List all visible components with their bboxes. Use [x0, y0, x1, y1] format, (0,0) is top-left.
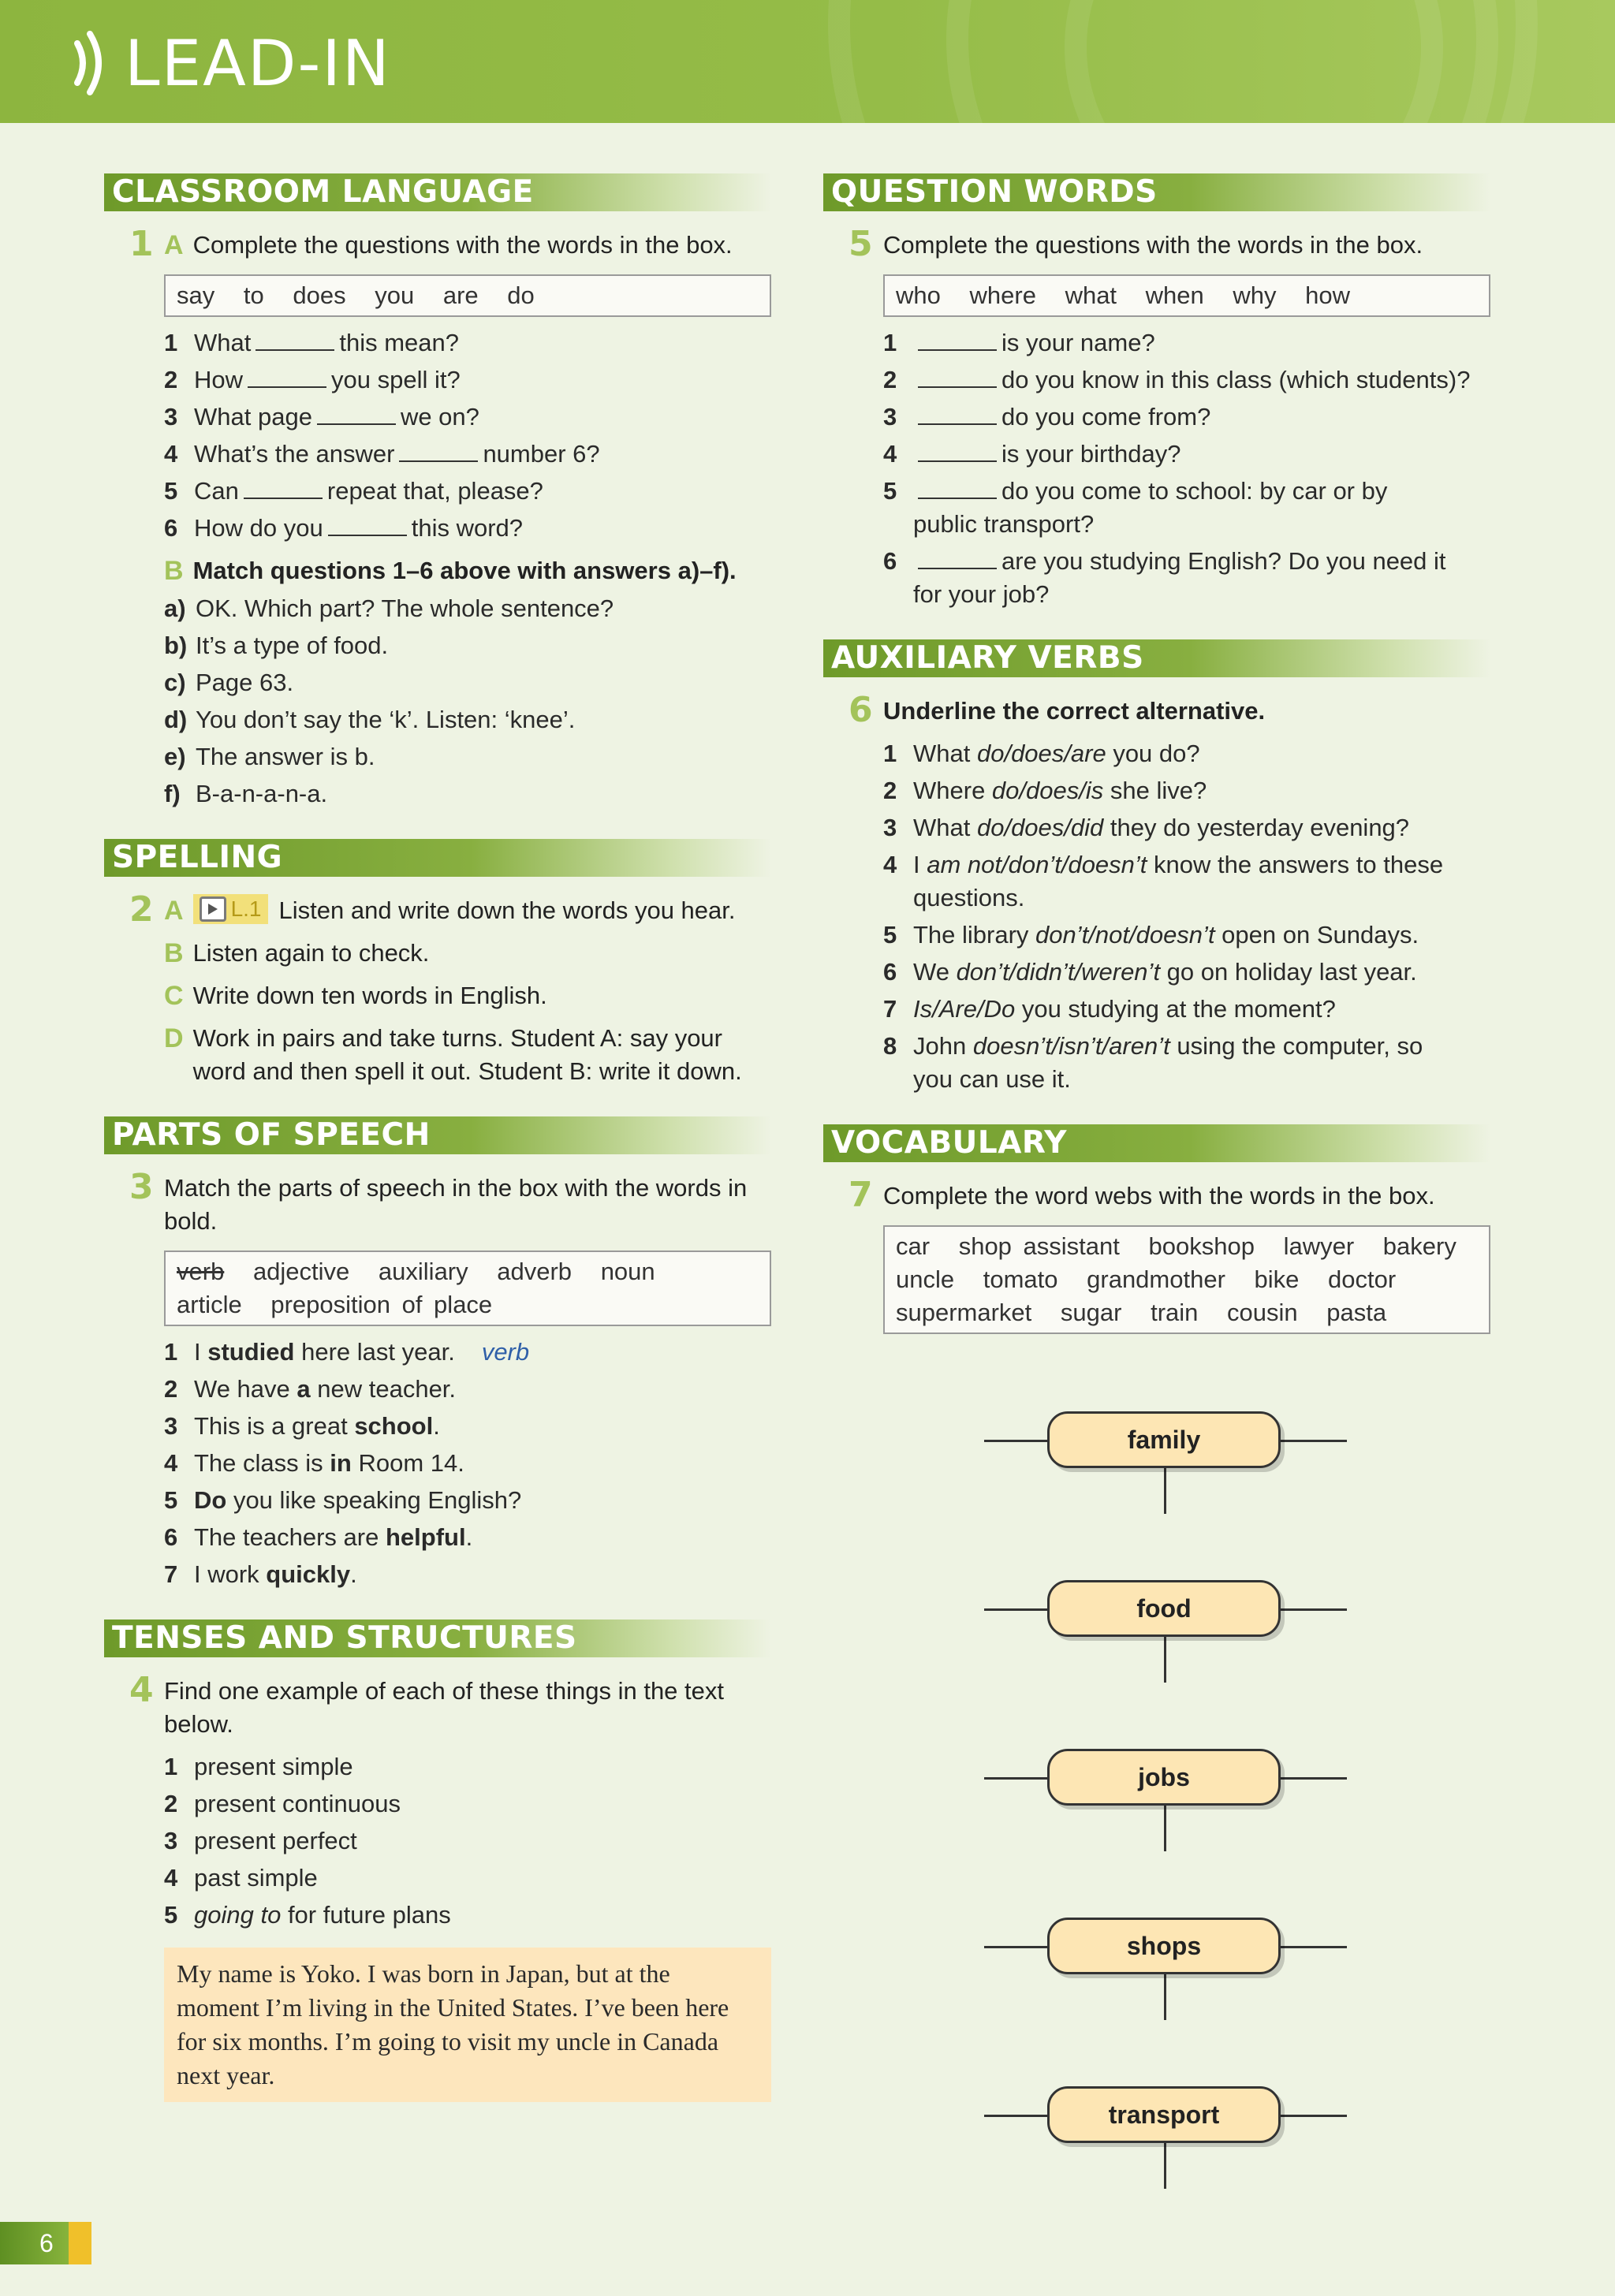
exercise-letter: B	[164, 556, 184, 586]
alternatives[interactable]: do/does/did	[976, 814, 1104, 841]
list-item: 5 do you come to school: by car or by public transport?	[883, 477, 1388, 538]
instruction-text: Underline the correct alternative.	[883, 697, 1266, 725]
instruction-text: Complete the questions with the words in the box.	[192, 231, 733, 259]
list-item: f) B-a-n-a-n-a.	[164, 780, 328, 807]
exercise-letter: A	[164, 230, 184, 260]
web-label: food	[1047, 1580, 1281, 1637]
play-icon	[200, 896, 226, 922]
list-item: 6 We don’t/didn’t/weren’t go on holiday last year.	[883, 958, 1417, 986]
section-vocabulary	[823, 1124, 1490, 1334]
box-word: what	[1065, 281, 1117, 309]
list-item: a) OK. Which part? The whole sentence?	[164, 594, 614, 622]
list-item: 3 present perfect	[164, 1827, 357, 1854]
section-tenses-and-structures	[104, 1620, 771, 2102]
box-word: say	[177, 281, 215, 309]
list-item: 3 This is a great school.	[164, 1412, 440, 1440]
list-item: 2 We have a new teacher.	[164, 1375, 457, 1403]
answer-list	[104, 592, 771, 811]
box-word: lawyer	[1283, 1232, 1355, 1260]
sound-waves-icon	[71, 28, 107, 99]
box-word: bookshop	[1148, 1232, 1255, 1260]
exercise-number: 4	[129, 1670, 154, 1710]
box-word: how	[1305, 281, 1351, 309]
answer-blank[interactable]	[918, 401, 997, 425]
box-word: noun	[600, 1258, 655, 1285]
list-item: 5 The library don’t/not/doesn’t open on Sundays.	[883, 921, 1419, 949]
box-word: where	[969, 281, 1036, 309]
question-list	[823, 326, 1490, 611]
instruction-text: Match questions 1–6 above with answers a)–f).	[192, 557, 737, 584]
left-column	[104, 173, 771, 2134]
list-item: 5 Can repeat that, please?	[164, 477, 543, 505]
web-label: shops	[1047, 1918, 1281, 1974]
box-word: bike	[1254, 1265, 1300, 1293]
page-title: LEAD-IN	[125, 26, 391, 100]
exercise-2c-instruction	[104, 979, 771, 1012]
answer-blank[interactable]	[918, 364, 997, 388]
answer-blank[interactable]	[248, 364, 326, 388]
section-heading: AUXILIARY VERBS	[823, 639, 1490, 677]
exercise-4-instruction	[104, 1670, 771, 1741]
word-box	[164, 274, 771, 317]
web-label: jobs	[1047, 1749, 1281, 1806]
instruction-text: Work in pairs and take turns. Student A: say your word and then spell it out. Student B: write it down.	[192, 1024, 742, 1085]
answer-blank[interactable]	[328, 512, 407, 536]
instruction-text: Listen and write down the words you hear.	[278, 896, 736, 924]
section-heading: CLASSROOM LANGUAGE	[104, 173, 771, 211]
list-item: 3 What page we on?	[164, 403, 479, 430]
box-word: article	[177, 1291, 242, 1318]
section-heading: QUESTION WORDS	[823, 173, 1490, 211]
page-number: 6	[0, 2222, 91, 2264]
list-item: 7 Is/Are/Do you studying at the moment?	[883, 995, 1336, 1023]
exercise-3-instruction	[104, 1167, 771, 1238]
box-word: sugar	[1060, 1299, 1122, 1326]
list-item: 2 Where do/does/is she live?	[883, 777, 1207, 804]
list-item: 1 is your name?	[883, 329, 1155, 356]
section-parts-of-speech	[104, 1116, 771, 1591]
exercise-7-instruction	[823, 1175, 1490, 1215]
box-word: are	[442, 281, 479, 309]
exercise-1a-instruction	[104, 224, 771, 264]
alternatives[interactable]: do/does/are	[976, 740, 1106, 767]
section-heading: VOCABULARY	[823, 1124, 1490, 1162]
list-item: 6 are you studying English? Do you need it for your job?	[883, 547, 1446, 608]
section-heading: SPELLING	[104, 839, 771, 877]
list-item: 5 going to for future plans	[164, 1901, 451, 1929]
section-heading: TENSES AND STRUCTURES	[104, 1620, 771, 1657]
list-item: 4 is your birthday?	[883, 440, 1181, 468]
answer-blank[interactable]	[918, 327, 997, 351]
box-word: preposition of place	[270, 1291, 493, 1318]
example-answer: verb	[481, 1338, 530, 1366]
list-item: e) The answer is b.	[164, 743, 375, 770]
answer-blank[interactable]	[399, 438, 478, 462]
header-title	[71, 24, 391, 102]
list-item: 1 What do/does/are you do?	[883, 740, 1200, 767]
box-word: auxiliary	[378, 1258, 468, 1285]
box-word: verb	[177, 1258, 225, 1285]
sentence-list	[823, 737, 1490, 1096]
box-word: who	[896, 281, 941, 309]
exercise-1b-instruction	[104, 554, 771, 587]
list-item: d) You don’t say the ‘k’. Listen: ‘knee’.	[164, 706, 576, 733]
list-item: 2 present continuous	[164, 1790, 401, 1817]
word-web-transport	[984, 2086, 1347, 2244]
box-word: tomato	[983, 1265, 1058, 1293]
box-word: adverb	[497, 1258, 573, 1285]
exercise-number: 5	[849, 224, 873, 264]
instruction-text: Match the parts of speech in the box with the words in bold.	[164, 1174, 748, 1235]
list-item: 1 What this mean?	[164, 329, 459, 356]
list-item: b) It’s a type of food.	[164, 632, 389, 659]
box-word: cousin	[1227, 1299, 1298, 1326]
box-word: doctor	[1328, 1265, 1397, 1293]
exercise-2a-instruction	[104, 889, 771, 930]
sentence-list	[104, 1336, 771, 1591]
section-spelling	[104, 839, 771, 1088]
box-word: bakery	[1382, 1232, 1456, 1260]
exercise-number: 7	[849, 1175, 873, 1215]
list-item: c) Page 63.	[164, 669, 294, 696]
list-item: 8 John doesn’t/isn’t/aren’t using the computer, so you can use it.	[883, 1032, 1423, 1093]
box-word: car	[896, 1232, 931, 1260]
answer-blank[interactable]	[255, 327, 334, 351]
instruction-text: Write down ten words in English.	[192, 982, 547, 1009]
word-box	[883, 274, 1490, 317]
list-item: 3 What do/does/did they do yesterday evening?	[883, 814, 1410, 841]
list-item: 6 How do you this word?	[164, 514, 524, 542]
exercise-5-instruction	[823, 224, 1490, 264]
word-web-family	[984, 1411, 1347, 1569]
box-word: shop assistant	[958, 1232, 1120, 1260]
answer-blank[interactable]	[244, 475, 323, 499]
exercise-number: 2	[129, 889, 154, 930]
word-box	[164, 1250, 771, 1326]
reading-text: My name is Yoko. I was born in Japan, but at the moment I’m living in the United States. I’ve been here for six months. I’m going to visit my uncle in Canada next year.	[164, 1948, 771, 2102]
alternatives[interactable]: doesn’t/isn’t/aren’t	[972, 1032, 1170, 1060]
list-item: 6 The teachers are helpful.	[164, 1523, 473, 1551]
box-word: pasta	[1326, 1299, 1387, 1326]
web-label: family	[1047, 1411, 1281, 1468]
list-item: 5 Do you like speaking English?	[164, 1486, 522, 1514]
box-word: you	[375, 281, 415, 309]
alternatives[interactable]: do/does/is	[991, 777, 1104, 804]
box-word: does	[293, 281, 346, 309]
section-question-words	[823, 173, 1490, 611]
instruction-text: Complete the questions with the words in the box.	[883, 231, 1423, 259]
box-word: grandmother	[1087, 1265, 1225, 1293]
list-item: 7 I work quickly.	[164, 1560, 357, 1588]
audio-code: L.1	[230, 896, 262, 921]
exercise-number: 6	[849, 690, 873, 730]
list-item: 1 I studied here last year. verb	[164, 1338, 530, 1366]
list-item: 2 How you spell it?	[164, 366, 461, 393]
alternatives[interactable]: Is/Are/Do	[913, 995, 1016, 1023]
box-word: to	[243, 281, 264, 309]
alternatives[interactable]: am not/don’t/doesn’t	[927, 851, 1147, 878]
word-web-jobs	[984, 1749, 1347, 1906]
exercise-number: 3	[129, 1167, 154, 1207]
audio-track-button[interactable]	[193, 894, 268, 924]
alternatives[interactable]: don’t/not/doesn’t	[1035, 921, 1215, 949]
instruction-text: Complete the word webs with the words in the box.	[883, 1182, 1435, 1210]
web-label: transport	[1047, 2086, 1281, 2143]
box-word: train	[1151, 1299, 1199, 1326]
list-item: 4 What’s the answer number 6?	[164, 440, 600, 468]
section-classroom-language	[104, 173, 771, 811]
box-word: adjective	[252, 1258, 350, 1285]
box-word: supermarket	[896, 1299, 1032, 1326]
right-column	[823, 173, 1490, 1366]
answer-blank[interactable]	[918, 546, 997, 569]
instruction-text: Listen again to check.	[192, 939, 430, 967]
answer-blank[interactable]	[918, 475, 997, 499]
alternatives[interactable]: don’t/didn’t/weren’t	[956, 958, 1161, 986]
word-web-food	[984, 1580, 1347, 1738]
page-header	[0, 0, 1615, 123]
tense-list	[104, 1750, 771, 1932]
list-item: 3 do you come from?	[883, 403, 1211, 430]
question-list	[104, 326, 771, 545]
exercise-2d-instruction	[104, 1022, 771, 1088]
list-item: 2 do you know in this class (which students)?	[883, 366, 1471, 393]
exercise-letter: D	[164, 1023, 184, 1053]
box-word: why	[1233, 281, 1277, 309]
list-item: 1 present simple	[164, 1753, 353, 1780]
list-item: 4 The class is in Room 14.	[164, 1449, 464, 1477]
exercise-number: 1	[129, 224, 154, 264]
exercise-2b-instruction	[104, 937, 771, 970]
exercise-letter: B	[164, 938, 184, 968]
exercise-6-instruction	[823, 690, 1490, 730]
word-web-shops	[984, 1918, 1347, 2075]
list-item: 4 past simple	[164, 1864, 318, 1892]
list-item: 4 I am not/don’t/doesn’t know the answers to these questions.	[883, 851, 1444, 911]
instruction-text: Find one example of each of these things in the text below.	[164, 1677, 725, 1738]
exercise-letter: C	[164, 981, 184, 1011]
box-word: uncle	[896, 1265, 955, 1293]
exercise-letter: A	[164, 896, 184, 926]
box-word: do	[507, 281, 535, 309]
section-auxiliary-verbs	[823, 639, 1490, 1096]
section-heading: PARTS OF SPEECH	[104, 1116, 771, 1154]
answer-blank[interactable]	[918, 438, 997, 462]
word-box	[883, 1225, 1490, 1334]
answer-blank[interactable]	[317, 401, 396, 425]
box-word: when	[1145, 281, 1204, 309]
